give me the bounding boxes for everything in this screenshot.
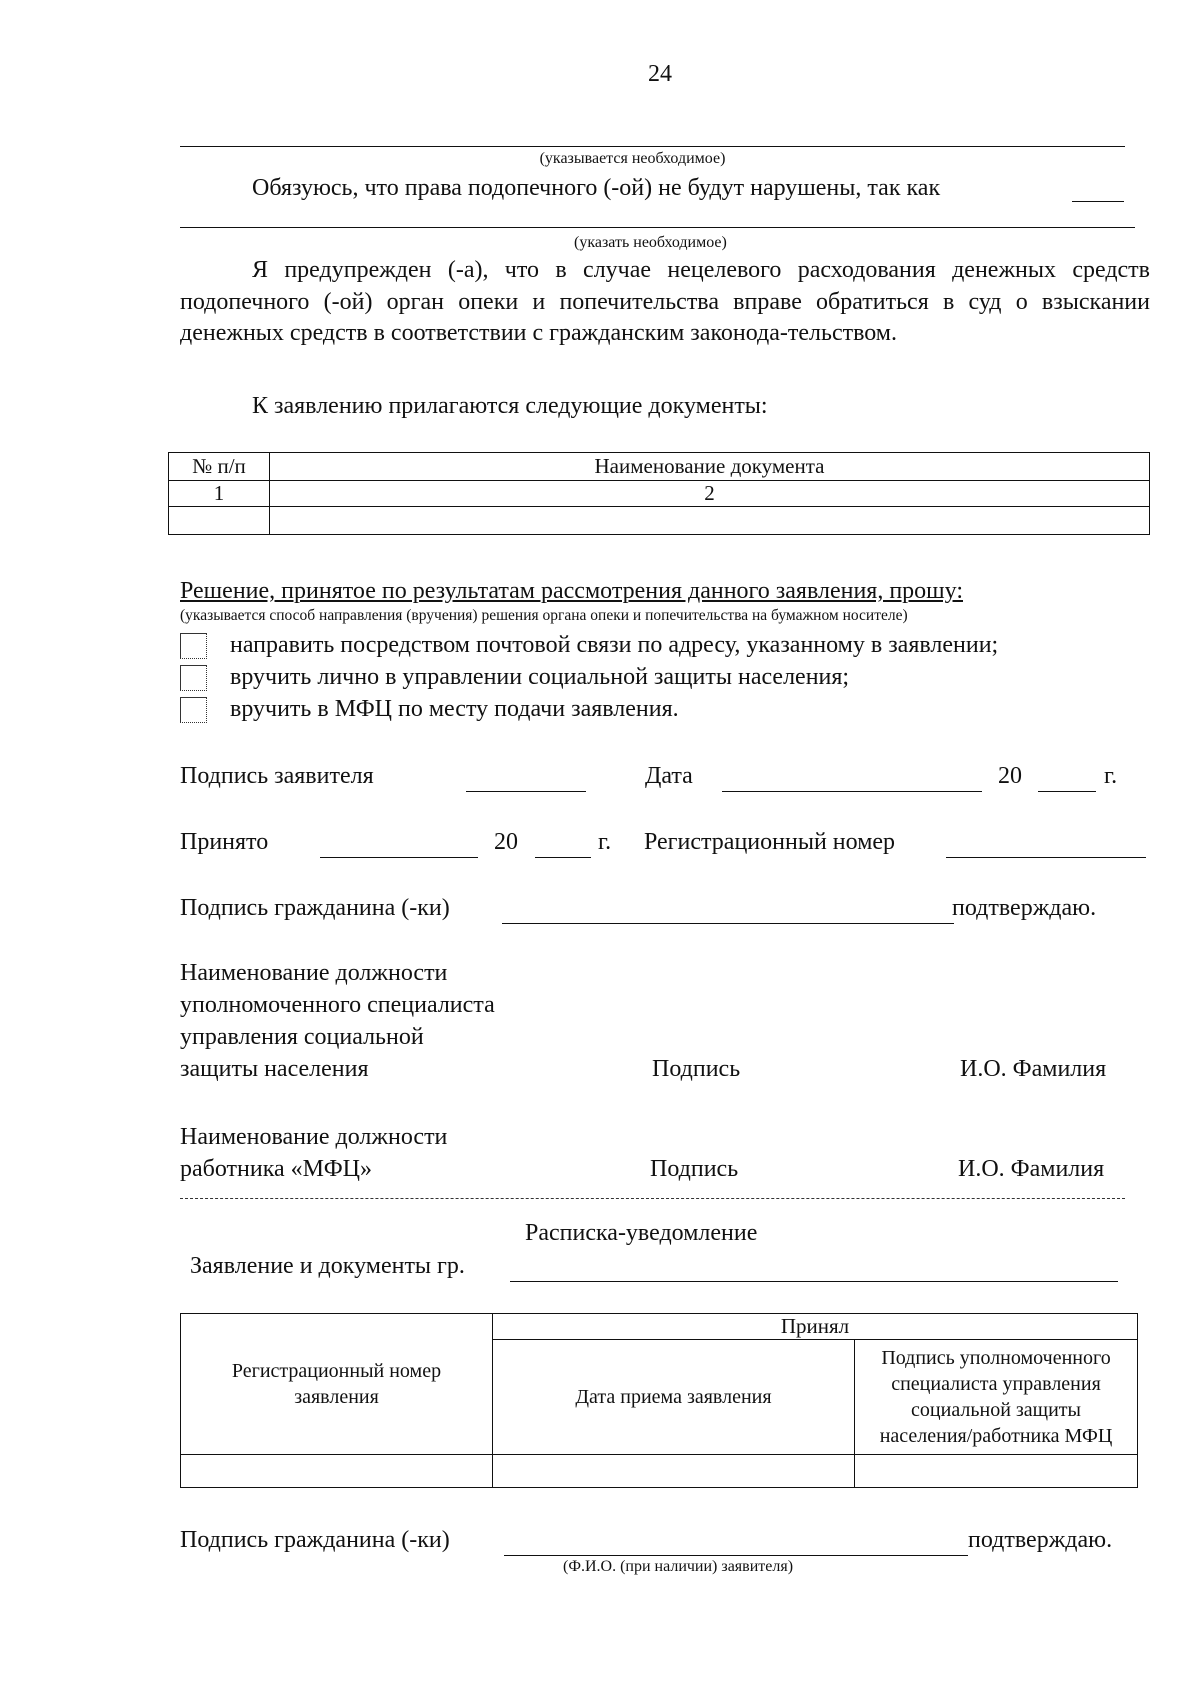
option-mfc-checkbox[interactable] xyxy=(180,697,207,723)
date-received-header: Дата приема заявления xyxy=(493,1340,855,1455)
applicant-signature-label: Подпись заявителя xyxy=(180,763,374,789)
receipt-name-field[interactable] xyxy=(510,1281,1118,1282)
table-row xyxy=(181,1455,1138,1488)
necessary-line-2 xyxy=(180,227,1135,228)
empty-cell[interactable] xyxy=(270,507,1150,535)
documents-table xyxy=(168,452,1150,535)
empty-cell[interactable] xyxy=(855,1455,1138,1488)
citizen-signature-field-2[interactable] xyxy=(504,1555,968,1556)
year-prefix: 20 xyxy=(998,763,1022,789)
page-number: 24 xyxy=(648,61,672,87)
option-mail-label: направить посредством почтовой связи по адресу, указанному в заявлении; xyxy=(230,632,999,658)
fio-note: (Ф.И.О. (при наличии) заявителя) xyxy=(563,1558,794,1575)
mfc-io-surname: И.О. Фамилия xyxy=(958,1156,1105,1182)
attachments-intro: К заявлению прилагаются следующие документы: xyxy=(252,393,768,419)
date-label: Дата xyxy=(645,763,693,789)
receiver-signature-header: Подпись уполномоченного специалиста управления социальной защиты населения/работника МФЦ xyxy=(855,1340,1138,1455)
citizen-signature-label: Подпись гражданина (-ки) xyxy=(180,895,450,921)
citizen-signature-field[interactable] xyxy=(502,923,954,924)
option-in-person-label: вручить лично в управлении социальной защиты населения; xyxy=(230,664,850,690)
date-field[interactable] xyxy=(722,791,982,792)
year-field[interactable] xyxy=(1038,791,1096,792)
empty-cell[interactable] xyxy=(169,507,270,535)
accepted-year-suffix: г. xyxy=(598,829,612,855)
decision-note: (указывается способ направления (вручения) решения органа опеки и попечительства на бумажном носителе) xyxy=(180,607,908,624)
specialist-io-surname: И.О. Фамилия xyxy=(960,1056,1107,1082)
specialist-position-line: защиты населения xyxy=(180,1056,369,1082)
confirm-label-2: подтверждаю. xyxy=(968,1527,1113,1553)
option-mail-checkbox[interactable] xyxy=(180,633,207,659)
col-document-name-header: Наименование документа xyxy=(270,453,1150,481)
table-row xyxy=(169,481,1150,507)
table-header-row xyxy=(169,453,1150,481)
table-row xyxy=(169,507,1150,535)
option-mfc-label: вручить в МФЦ по месту подачи заявления. xyxy=(230,696,679,722)
col-name-index: 2 xyxy=(270,481,1150,507)
option-in-person-checkbox[interactable] xyxy=(180,665,207,691)
obligation-text: Обязуюсь, что права подопечного (-ой) не будут нарушены, так как xyxy=(252,175,941,201)
specialist-position-line: уполномоченного специалиста xyxy=(180,992,495,1018)
table-header-row xyxy=(181,1314,1138,1340)
empty-cell[interactable] xyxy=(181,1455,493,1488)
accepted-label: Принято xyxy=(180,829,269,855)
accepted-year-prefix: 20 xyxy=(494,829,518,855)
necessary-line-1 xyxy=(180,146,1125,147)
col-number-header: № п/п xyxy=(169,453,270,481)
specialist-position-line: управления социальной xyxy=(180,1024,424,1050)
note-necessary-2: (указать необходимое) xyxy=(574,234,727,251)
applicant-signature-field[interactable] xyxy=(466,791,586,792)
col-number-index: 1 xyxy=(169,481,270,507)
accepted-year-field[interactable] xyxy=(535,857,591,858)
receipt-table xyxy=(180,1313,1138,1488)
warning-paragraph: Я предупрежден (-а), что в случае нецелевого расходования денежных средств подопечного (-ой) орган опеки и попечительства вправе обратиться в суд о взыскании денежных средств в соответствии с гражданским законода-тельством. xyxy=(180,257,1150,346)
empty-cell[interactable] xyxy=(493,1455,855,1488)
accepted-date-field[interactable] xyxy=(320,857,478,858)
mfc-signature-label: Подпись xyxy=(650,1156,739,1182)
reg-number-header: Регистрационный номер заявления xyxy=(181,1314,493,1455)
specialist-signature-label: Подпись xyxy=(652,1056,741,1082)
citizen-signature-label-2: Подпись гражданина (-ки) xyxy=(180,1527,450,1553)
specialist-position-line: Наименование должности xyxy=(180,960,448,986)
obligation-blank xyxy=(1072,201,1124,202)
mfc-position-line: работника «МФЦ» xyxy=(180,1156,372,1182)
receipt-title: Расписка-уведомление xyxy=(525,1220,758,1246)
decision-heading: Решение, принятое по результатам рассмотрения данного заявления, прошу: xyxy=(180,578,963,604)
reg-number-field[interactable] xyxy=(946,857,1146,858)
cut-line xyxy=(180,1198,1125,1199)
mfc-position-line: Наименование должности xyxy=(180,1124,448,1150)
receipt-line-label: Заявление и документы гр. xyxy=(190,1253,465,1279)
note-necessary-1: (указывается необходимое) xyxy=(539,150,726,167)
reg-number-label: Регистрационный номер xyxy=(644,829,896,855)
accepted-header: Принял xyxy=(493,1314,1138,1340)
year-suffix: г. xyxy=(1104,763,1118,789)
confirm-label: подтверждаю. xyxy=(952,895,1097,921)
